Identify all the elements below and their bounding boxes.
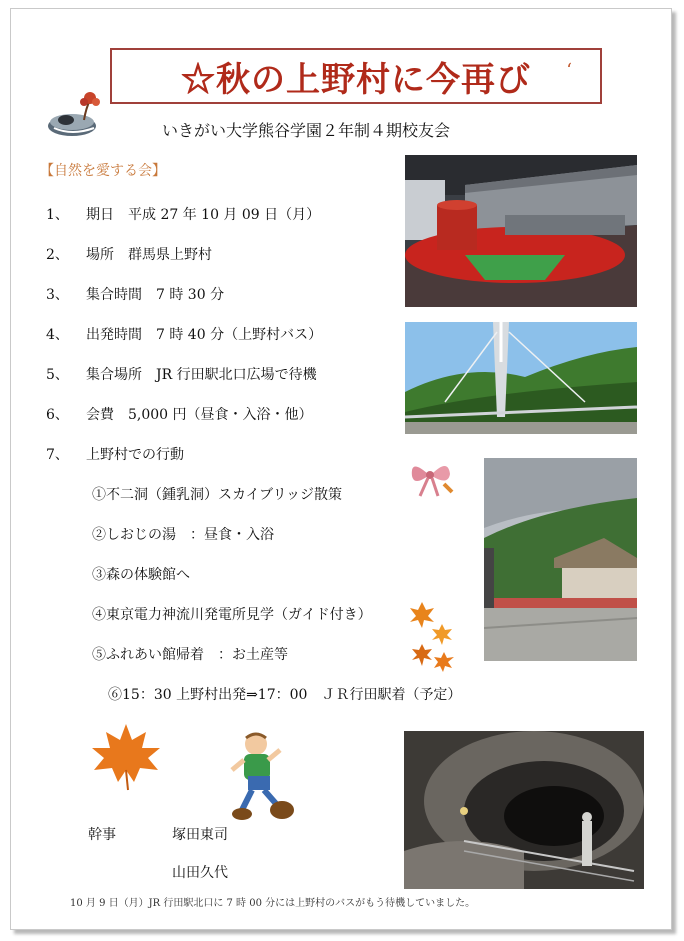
list-item <box>46 324 322 344</box>
activity-item: ②しおじの湯 ：昼食・入浴 <box>92 527 274 543</box>
title-box <box>110 48 602 104</box>
activity-item: ④東京電力神流川発電所見学（ガイド付き） <box>92 607 372 623</box>
item-number: 4、 <box>46 327 69 343</box>
list-item <box>46 244 212 264</box>
item-number: 5、 <box>46 367 69 383</box>
item-number: 3、 <box>46 287 69 303</box>
power-station-photo <box>405 155 637 307</box>
activity-item: ①不二洞（鍾乳洞）スカイブリッジ散策 <box>92 487 343 503</box>
maple-leaf-icon <box>88 722 164 792</box>
autumn-leaves-icon <box>410 600 456 674</box>
list-item <box>46 444 184 464</box>
staff-role: 幹事 <box>88 827 116 843</box>
cave-photo <box>404 731 644 889</box>
page-title: ☆秋の上野村に今再び <box>181 59 531 100</box>
item-text: 期日 平成 27 年 10 月 09 日（月） <box>86 207 321 223</box>
list-item <box>46 204 320 224</box>
ribbon-icon <box>408 456 458 500</box>
item-text: 集合時間 7 時 30 分 <box>86 287 225 303</box>
item-text: 会費 5,000 円（昼食・入浴・他） <box>86 407 313 423</box>
item-number: 2、 <box>46 247 69 263</box>
hiker-icon <box>228 730 300 822</box>
group-label: 【自然を愛する会】 <box>40 163 166 179</box>
item-text: 場所 群馬県上野村 <box>86 247 212 263</box>
activity-item: ③森の体験館へ <box>92 567 190 583</box>
staff-name: 山田久代 <box>172 865 228 881</box>
footnote: 10 月 9 日（月）JR 行田駅北口に 7 時 00 分には上野村のバスがもう待機していました。 <box>70 898 476 909</box>
page-subtitle: いきがい大学熊谷学園２年制４期校友会 <box>162 121 451 140</box>
list-item <box>46 284 224 304</box>
item-text: 出発時間 7 時 40 分（上野村バス） <box>86 327 323 343</box>
list-item <box>46 404 313 424</box>
activity-item: ⑤ふれあい館帰着 ：お土産等 <box>92 647 288 663</box>
sky-bridge-photo <box>405 322 637 434</box>
activity-item: ⑥15：30 上野村出発⇒17：00 ＪＲ行田駅着（予定） <box>108 687 462 703</box>
item-number: 7、 <box>46 447 69 463</box>
staff-name: 塚田東司 <box>172 827 228 843</box>
list-item <box>46 364 317 384</box>
item-text: 集合場所 JR 行田駅北口広場で待機 <box>86 367 317 383</box>
item-text: 上野村での行動 <box>86 447 184 463</box>
forest-hall-photo <box>484 458 637 661</box>
bonsai-icon <box>44 86 104 142</box>
item-number: 6、 <box>46 407 69 423</box>
item-number: 1、 <box>46 207 69 223</box>
title-decoration: ‘ <box>566 60 572 81</box>
